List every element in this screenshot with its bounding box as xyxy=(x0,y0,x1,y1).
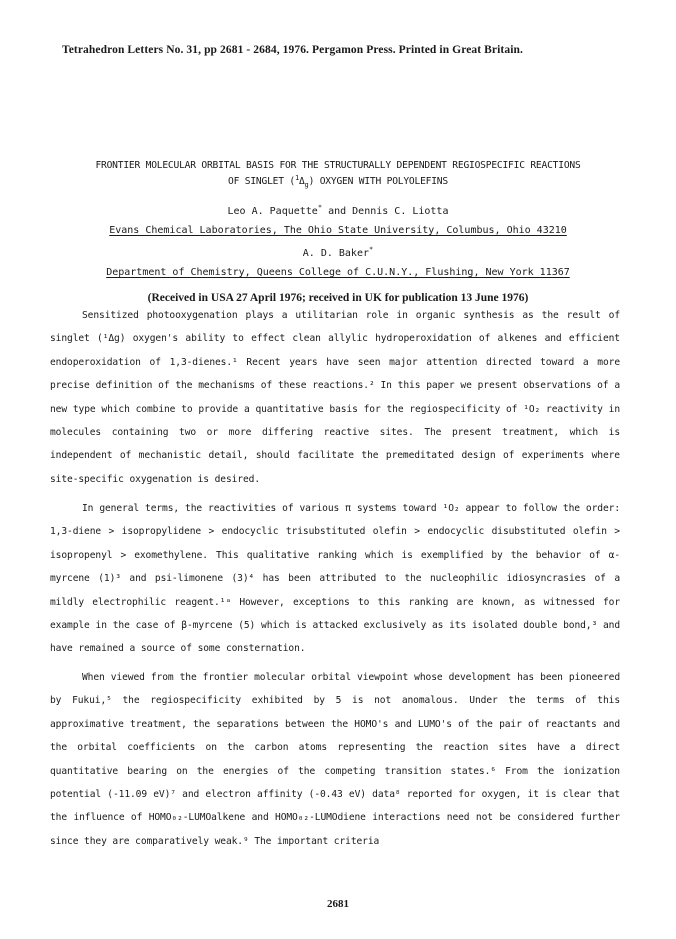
received-dates: (Received in USA 27 April 1976; received in UK for publication 13 June 1976) xyxy=(147,292,529,304)
author-line-1 xyxy=(40,203,636,217)
paragraph-3-text: When viewed from the frontier molecular orbital viewpoint whose development has been pioneered by Fukui,⁵ the regiospecificity exhibited by 5 is not anomalous. Under the terms of this approximative treatment, the separations between the HOMO's and LUMO's of the pair of reactants and the orbital coefficients on the carbon atoms representing the reaction sites have a direct quantitative bearing on the energies of the competing transition states.⁶ From the ionization potential (-11.09 eV)⁷ and electron affinity (-0.43 eV) data⁸ reported for oxygen, it is clear that the influence of HOMO₀₂-LUMOalkene and HOMO₀₂-LUMOdiene interactions need not be considered further since they are comparatively weak.⁹ The important criteria xyxy=(50,672,620,847)
title-delta: Δ xyxy=(298,176,305,187)
title-line-2 xyxy=(40,174,636,190)
affiliation-1: Evans Chemical Laboratories, The Ohio State University, Columbus, Ohio 43210 xyxy=(109,225,567,236)
affiliation-2: Department of Chemistry, Queens College of C.U.N.Y., Flushing, New York 11367 xyxy=(106,267,570,278)
author-liotta: and Dennis C. Liotta xyxy=(322,206,449,217)
title-line-1: FRONTIER MOLECULAR ORBITAL BASIS FOR THE STRUCTURALLY DEPENDENT REGIOSPECIFIC REACTIONS xyxy=(95,160,581,171)
title-subscript: g xyxy=(304,180,309,189)
paragraph-1-text: Sensitized photooxygenation plays a utilitarian role in organic synthesis as the result of singlet (¹Δg) oxygen's ability to effect clean allylic hydroperoxidation of alkenes and efficient endoperoxidation of 1,3-dienes.¹ Recent years have seen major attention directed toward a more precise definition of the mechanisms of these reactions.² In this paper we present observations of a new type which combine to provide a quantitative basis for the regiospecificity of ¹O₂ reactivity in molecules containing two or more differing reactive sites. The present treatment, which is independent of mechanistic detail, should facilitate the premeditated design of experiments where site-specific oxygenation is desired. xyxy=(50,310,620,485)
title-line-2-part-b: ) OXYGEN WITH POLYOLEFINS xyxy=(308,176,448,187)
journal-header: Tetrahedron Letters No. 31, pp 2681 - 2684, 1976. Pergamon Press. Printed in Great Britain. xyxy=(62,44,523,56)
paragraph-2 xyxy=(50,497,620,661)
corresponding-marker-2: * xyxy=(369,245,374,254)
page-number: 2681 xyxy=(327,898,349,910)
title-superscript: 1 xyxy=(294,173,299,182)
corresponding-marker-1: * xyxy=(317,203,323,212)
paragraph-1 xyxy=(50,304,620,491)
paragraph-2-text: In general terms, the reactivities of various π systems toward ¹O₂ appear to follow the order: 1,3-diene > isopropylidene > endocyclic trisubstituted olefin > endocyclic disubstituted olefin > isopropenyl > exomethylene. This qualitative ranking which is exemplified by the behavior of α-myrcene (1)³ and psi-limonene (3)⁴ has been attributed to the nucleophilic idiosyncrasies of a mildly electrophilic reagent.¹ᵃ However, exceptions to this ranking are known, as witnessed for example in the case of β-myrcene (5) which is attacked exclusively as its isolated double bond,³ and have remained a source of some consternation. xyxy=(50,503,620,655)
author-paquette: Leo A. Paquette xyxy=(227,206,318,217)
author-baker: A. D. Baker xyxy=(302,248,369,259)
paper-title xyxy=(40,158,636,190)
author-line-2 xyxy=(40,245,636,259)
title-line-2-part-a: OF SINGLET ( xyxy=(228,176,295,187)
paragraph-3 xyxy=(50,666,620,853)
